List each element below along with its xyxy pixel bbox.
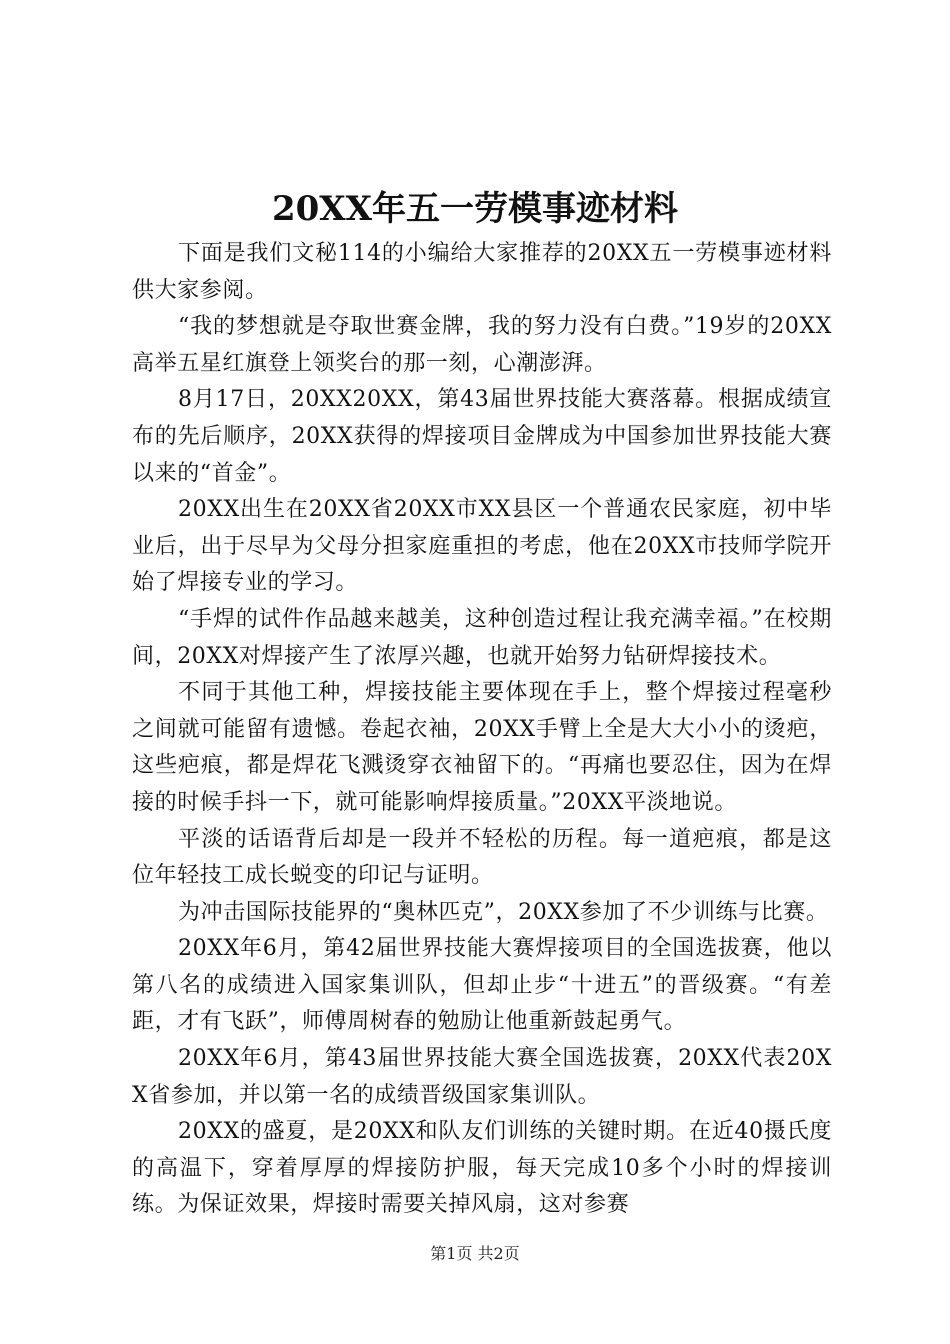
paragraph: 为冲击国际技能界的“奥林匹克”，20XX参加了不少训练与比赛。 [178, 899, 829, 925]
paragraph: 20XX年6月，第43届世界技能大赛全国选拔赛，20XX代表20XX省参加，并以第一名的成绩晋级国家集训队。 [132, 1046, 832, 1108]
paragraph: 20XX出生在20XX省20XX市XX县区一个普通农民家庭，初中毕业后，出于尽早为父母分担家庭重担的考虑，他在20XX市技师学院开始了焊接专业的学习。 [132, 497, 832, 596]
paragraph: 不同于其他工种，焊接技能主要体现在手上，整个焊接过程毫秒之间就可能留有遗憾。卷起衣袖，20XX手臂上全是大大小小的烫疤，这些疤痕，都是焊花飞溅烫穿衣袖留下的。“再痛也要忍住，因为在焊接的时候手抖一下，就可能影响焊接质量。”20XX平淡地说。 [132, 680, 832, 815]
paragraph: 平淡的话语背后却是一段并不轻松的历程。每一道疤痕，都是这位年轻技工成长蜕变的印记与证明。 [132, 826, 832, 889]
paragraph: “我的梦想就是夺取世赛金牌，我的努力没有白费。”19岁的20XX高举五星红旗登上领奖台的那一刻，心潮澎湃。 [132, 314, 832, 376]
paragraph: 20XX年6月，第42届世界技能大赛焊接项目的全国选拔赛，他以第八名的成绩进入国家集训队，但却止步“十进五”的晋级赛。“有差距，才有飞跃”，师傅周树春的勉励让他重新鼓起勇气。 [132, 936, 832, 1035]
paragraph: “手焊的试件作品越来越美，这种创造过程让我充满幸福。”在校期间，20XX对焊接产生了浓厚兴趣，也就开始努力钻研焊接技术。 [132, 606, 832, 669]
page-footer: 第1页 共2页 [430, 1244, 520, 1263]
paragraph: 下面是我们文秘114的小编给大家推荐的20XX五一劳模事迹材料供大家参阅。 [132, 241, 832, 303]
document-body [132, 236, 832, 1224]
paragraph: 20XX的盛夏，是20XX和队友们训练的关键时期。在近40摄氏度的高温下，穿着厚厚的焊接防护服，每天完成10多个小时的焊接训练。为保证效果，焊接时需要关掉风扇，这对参赛 [132, 1119, 832, 1218]
document-title: 20XX年五一劳模事迹材料 [271, 189, 679, 229]
paragraph: 8月17日，20XX20XX，第43届世界技能大赛落幕。根据成绩宣布的先后顺序，20XX获得的焊接项目金牌成为中国参加世界技能大赛以来的“首金”。 [132, 387, 832, 486]
